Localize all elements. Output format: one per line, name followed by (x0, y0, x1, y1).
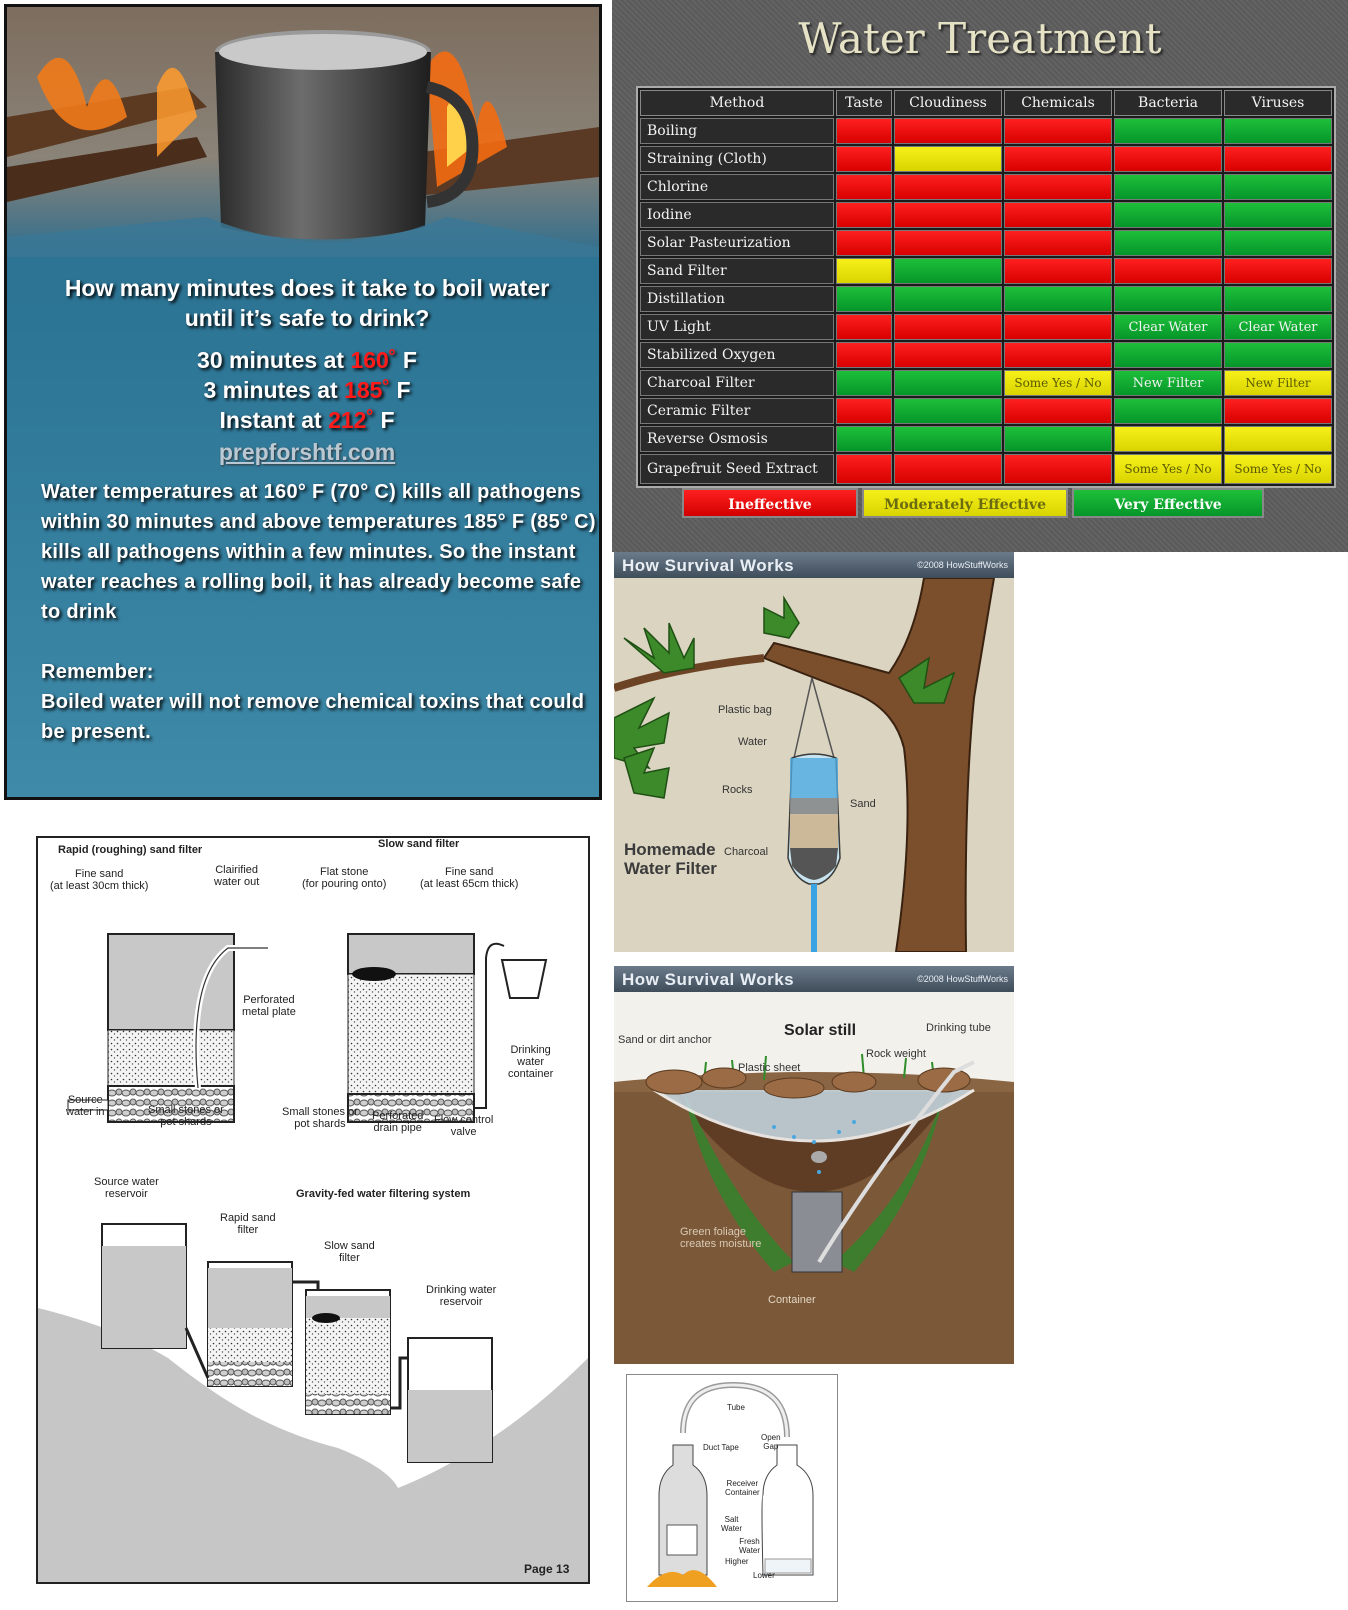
method-cell: Reverse Osmosis (640, 426, 834, 452)
table-row (640, 118, 1332, 144)
legend-moderate: Moderately Effective (862, 488, 1068, 518)
legend-ineffective: Ineffective (682, 488, 858, 518)
label-charcoal: Charcoal (724, 846, 769, 858)
table-row (640, 314, 1332, 340)
rating-cell (1224, 146, 1332, 172)
label-rocks: Rocks (722, 784, 753, 796)
rating-cell (836, 314, 892, 340)
rating-cell (894, 314, 1002, 340)
method-cell: Distillation (640, 286, 834, 312)
label-flow-valve: Flow control valve (434, 1114, 494, 1138)
rating-cell (1224, 398, 1332, 424)
rating-cell: New Filter (1224, 370, 1332, 396)
table-header-row (640, 90, 1332, 116)
rating-cell (1114, 230, 1222, 256)
table-row (640, 454, 1332, 484)
boil-question: How many minutes does it take to boil water until it’s safe to drink? (64, 275, 550, 331)
boil-temperatures (67, 345, 547, 435)
treatment-title: Water Treatment (798, 14, 1162, 63)
label-anchor: Sand or dirt anchor (618, 1034, 712, 1046)
rating-cell (1004, 454, 1112, 484)
temp-line-3: Instant at 212˚ F (219, 407, 395, 433)
method-cell: Ceramic Filter (640, 398, 834, 424)
label-container: Container (768, 1294, 816, 1306)
solar-still-title: Solar still (784, 1022, 857, 1039)
rating-cell (894, 146, 1002, 172)
remember-heading: Remember: (41, 661, 154, 683)
label-rapid-filter: Rapid sand filter (220, 1212, 276, 1236)
rating-cell (1004, 286, 1112, 312)
label-tube: Tube (727, 1403, 745, 1412)
rating-cell (836, 174, 892, 200)
page-number: Page 13 (524, 1562, 570, 1576)
column-header: Taste (836, 90, 892, 116)
label-sand: Sand (850, 798, 876, 810)
rating-cell (836, 258, 892, 284)
label-drinking-container: Drinking water container (508, 1044, 554, 1080)
label-fresh-water: Fresh Water (739, 1537, 761, 1555)
gravity-system-title: Gravity-fed water filtering system (296, 1188, 471, 1200)
table-row (640, 398, 1332, 424)
boil-paragraph: Water temperatures at 160° F (70° C) kills all pathogens within 30 minutes and above temperatures 185° F (85° C) kills all pathogens within a few minutes. So the instant water reaches a rolling boil, it has already become safe to drink Remember: Boiled water will not remove chemical toxins that could be present. (41, 477, 601, 747)
rating-cell (1004, 342, 1112, 368)
label-fine-sand-65: Fine sand (at least 65cm thick) (420, 866, 519, 890)
rating-cell (894, 202, 1002, 228)
rating-cell (894, 398, 1002, 424)
rating-cell (894, 342, 1002, 368)
method-cell: Chlorine (640, 174, 834, 200)
label-foliage: Green foliage creates moisture (680, 1226, 762, 1250)
column-header: Cloudiness (894, 90, 1002, 116)
column-header: Chemicals (1004, 90, 1112, 116)
label-source-reservoir: Source water reservoir (94, 1176, 159, 1200)
rating-cell (1224, 426, 1332, 452)
rating-cell (1224, 118, 1332, 144)
method-cell: UV Light (640, 314, 834, 340)
water-treatment-panel (612, 0, 1348, 552)
method-cell: Grapefruit Seed Extract (640, 454, 834, 484)
rating-cell (1224, 230, 1332, 256)
rating-cell (1004, 202, 1112, 228)
hsw-header: How Survival Works ©2008 HowStuffWorks (614, 552, 1014, 578)
rating-cell (894, 454, 1002, 484)
rating-cell (836, 370, 892, 396)
method-cell: Stabilized Oxygen (640, 342, 834, 368)
label-perforated-plate: Perforated metal plate (242, 994, 296, 1018)
rating-cell (1004, 258, 1112, 284)
rating-cell (836, 286, 892, 312)
method-cell: Straining (Cloth) (640, 146, 834, 172)
rating-cell (1114, 118, 1222, 144)
column-header: Viruses (1224, 90, 1332, 116)
label-water: Water (738, 736, 767, 748)
label-flat-stone: Flat stone (for pouring onto) (302, 866, 387, 890)
rating-cell (1114, 342, 1222, 368)
sand-filter-page (36, 836, 590, 1584)
rating-cell (1004, 398, 1112, 424)
rating-cell (836, 118, 892, 144)
table-row (640, 258, 1332, 284)
rating-cell (1004, 314, 1112, 340)
rating-cell: Clear Water (1224, 314, 1332, 340)
solar-still-panel (614, 966, 1014, 1364)
rating-cell (836, 202, 892, 228)
rating-cell (1004, 174, 1112, 200)
label-receiver: Receiver Container (725, 1479, 760, 1497)
rating-cell (1114, 426, 1222, 452)
method-cell: Charcoal Filter (640, 370, 834, 396)
table-row (640, 286, 1332, 312)
site-link[interactable]: prepforshtf.com (218, 439, 396, 465)
label-plastic-sheet: Plastic sheet (738, 1062, 801, 1074)
rating-cell (1004, 118, 1112, 144)
label-duct-tape: Duct Tape (703, 1443, 739, 1452)
rating-cell (1114, 146, 1222, 172)
rating-cell (1114, 398, 1222, 424)
rating-cell (836, 342, 892, 368)
rating-cell (1224, 202, 1332, 228)
label-drinking-tube: Drinking tube (926, 1022, 991, 1034)
label-salt-water: Salt Water (721, 1515, 743, 1533)
table-row (640, 370, 1332, 396)
solar-still-illustration (614, 992, 1014, 1364)
legend-very-effective: Very Effective (1072, 488, 1264, 518)
rating-cell (894, 286, 1002, 312)
rating-cell (1114, 174, 1222, 200)
rating-cell (836, 146, 892, 172)
label-small-stones-2: Small stones or pot shards (282, 1106, 358, 1130)
temp-line-2: 3 minutes at 185˚ F (203, 377, 411, 403)
rating-cell: Some Yes / No (1114, 454, 1222, 484)
homemade-title: Homemade Water Filter (624, 840, 717, 878)
label-fine-sand-30: Fine sand (at least 30cm thick) (50, 868, 149, 892)
rapid-filter-title: Rapid (roughing) sand filter (58, 844, 203, 856)
rating-cell (1004, 230, 1112, 256)
rating-cell (836, 454, 892, 484)
remember-text: Boiled water will not remove chemical toxins that could be present. (41, 691, 585, 743)
rating-cell (894, 118, 1002, 144)
method-cell: Solar Pasteurization (640, 230, 834, 256)
rating-cell: New Filter (1114, 370, 1222, 396)
label-small-stones-1: Small stones or pot shards (148, 1104, 224, 1128)
rating-cell: Some Yes / No (1004, 370, 1112, 396)
rating-cell: Some Yes / No (1224, 454, 1332, 484)
campfire-mug-photo (7, 7, 599, 257)
method-cell: Sand Filter (640, 258, 834, 284)
table-row (640, 174, 1332, 200)
rating-cell (1004, 426, 1112, 452)
treatment-table (636, 86, 1336, 488)
rating-cell (1004, 146, 1112, 172)
rating-cell (1224, 342, 1332, 368)
rating-cell (836, 398, 892, 424)
bottle-still-panel (626, 1374, 838, 1602)
label-drinking-reservoir: Drinking water reservoir (426, 1284, 497, 1308)
slow-filter-title: Slow sand filter (378, 838, 460, 850)
column-header: Method (640, 90, 834, 116)
label-clarified: Clairified water out (214, 864, 260, 888)
rating-cell (836, 230, 892, 256)
hsw-header-2: How Survival Works ©2008 HowStuffWorks (614, 966, 1014, 992)
label-drain-pipe: Perforated drain pipe (372, 1110, 424, 1134)
column-header: Bacteria (1114, 90, 1222, 116)
rating-cell (1114, 258, 1222, 284)
label-slow-filter: Slow sand filter (324, 1240, 375, 1264)
temp-line-1: 30 minutes at 160˚ F (197, 347, 417, 373)
label-plastic-bag: Plastic bag (718, 704, 772, 716)
rating-cell (894, 230, 1002, 256)
label-lower: Lower (753, 1571, 775, 1580)
label-higher: Higher (725, 1557, 749, 1566)
method-cell: Iodine (640, 202, 834, 228)
homemade-filter-panel (614, 552, 1014, 952)
rating-cell: Clear Water (1114, 314, 1222, 340)
rating-cell (1114, 286, 1222, 312)
sand-filter-diagram (38, 838, 588, 1582)
boil-water-panel (4, 4, 602, 800)
rating-cell (894, 426, 1002, 452)
table-row (640, 230, 1332, 256)
table-row (640, 146, 1332, 172)
table-row (640, 426, 1332, 452)
label-source-in: Source water in (66, 1094, 105, 1118)
rating-cell (836, 426, 892, 452)
table-row (640, 342, 1332, 368)
rating-cell (894, 370, 1002, 396)
rating-cell (1114, 202, 1222, 228)
rating-cell (1224, 286, 1332, 312)
table-row (640, 202, 1332, 228)
tree-filter-illustration (614, 578, 1014, 952)
rating-cell (1224, 258, 1332, 284)
rating-cell (894, 258, 1002, 284)
method-cell: Boiling (640, 118, 834, 144)
rating-cell (894, 174, 1002, 200)
rating-cell (1224, 174, 1332, 200)
label-rock-weight: Rock weight (866, 1048, 926, 1060)
label-open-gap: Open Gap (761, 1433, 781, 1451)
